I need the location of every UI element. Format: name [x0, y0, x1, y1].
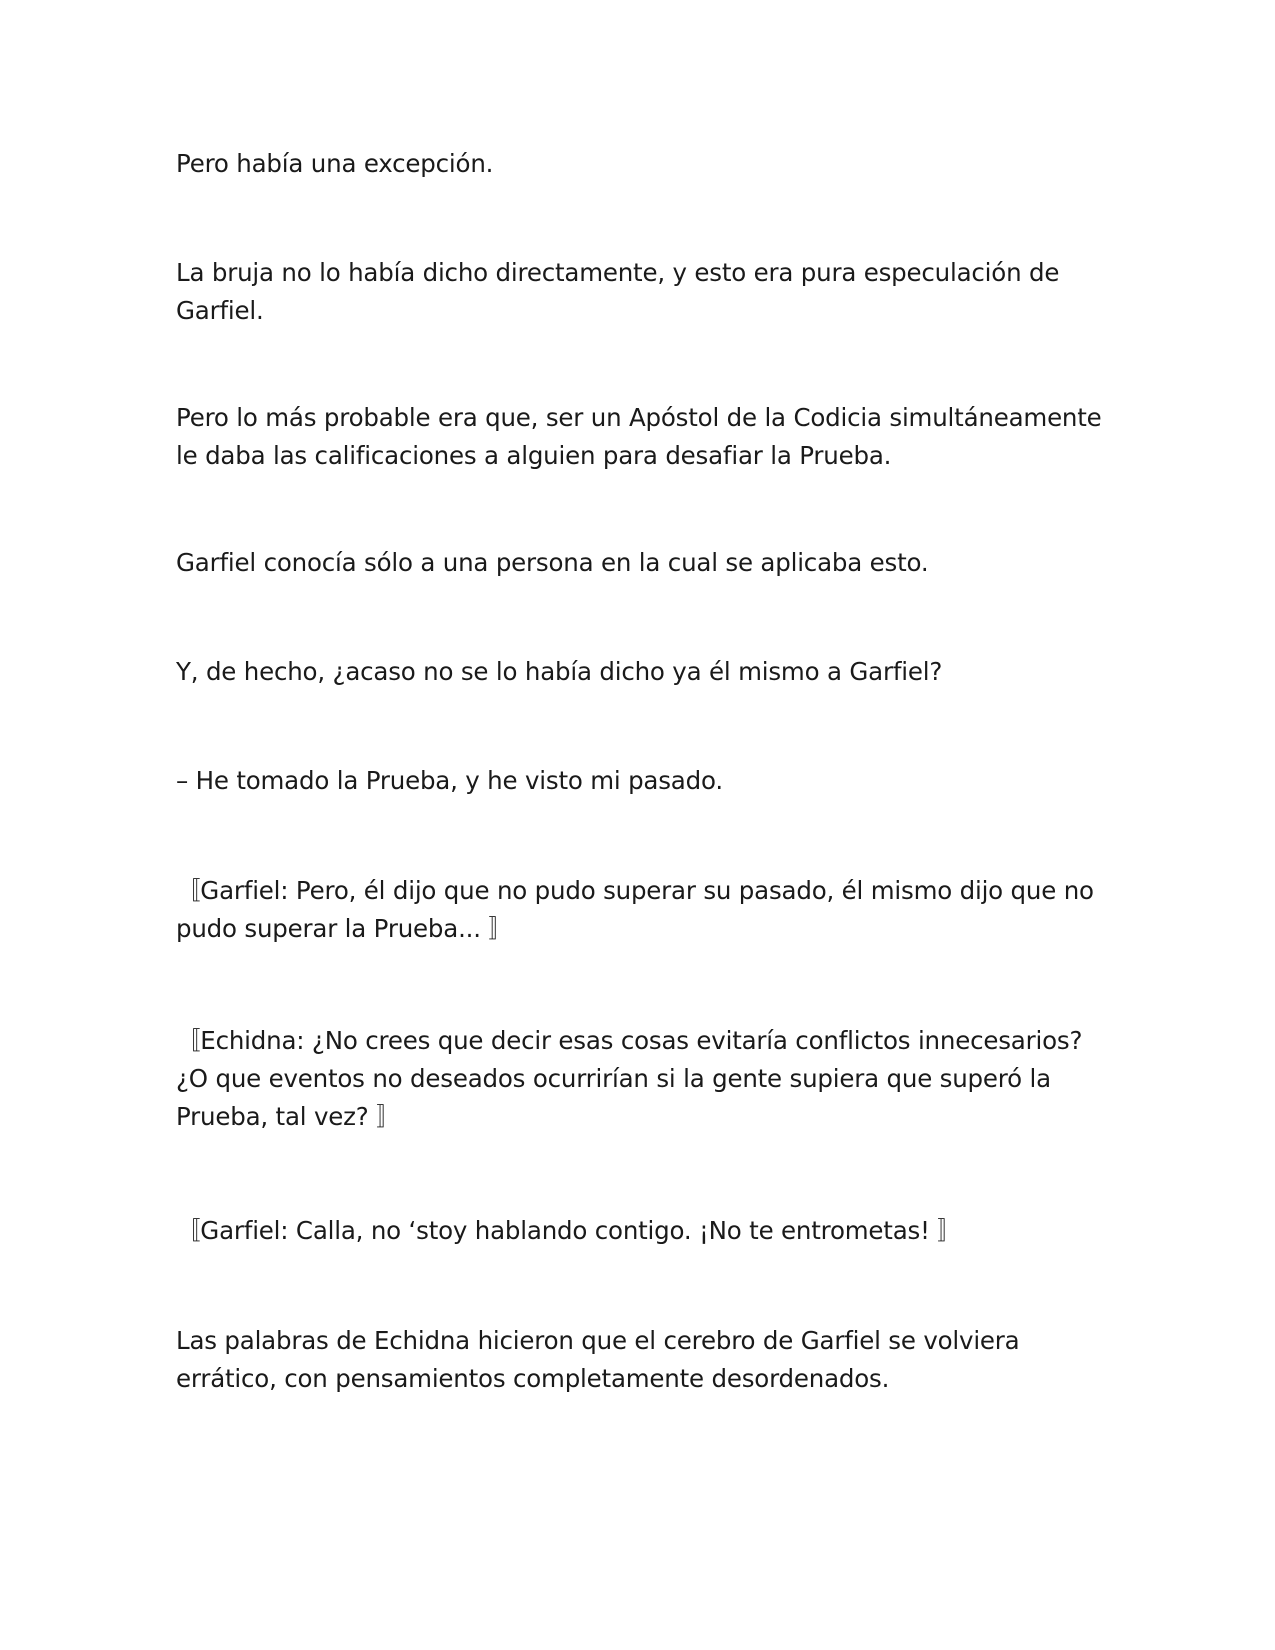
paragraph-1 — [176, 145, 1096, 183]
paragraph-line: Y, de hecho, ¿acaso no se lo había dicho ya él mismo a Garfiel? — [176, 657, 943, 686]
paragraph-line: – He tomado la Prueba, y he visto mi pasado. — [176, 766, 723, 795]
paragraph-10 — [176, 1322, 1096, 1398]
paragraph-line: 〚Garfiel: Calla, no ‘stoy hablando contigo. ¡No te entrometas! 〛 — [176, 1216, 962, 1245]
paragraph-line: La bruja no lo había dicho directamente, y esto era pura especulación de — [176, 258, 1060, 287]
paragraph-5 — [176, 653, 1096, 691]
paragraph-3 — [176, 399, 1102, 475]
paragraph-line: Prueba, tal vez? 〛 — [176, 1102, 401, 1131]
paragraph-line: ¿O que eventos no deseados ocurrirían si la gente supiera que superó la — [176, 1064, 1051, 1093]
paragraph-line: le daba las calificaciones a alguien para desafiar la Prueba. — [176, 441, 892, 470]
paragraph-7 — [176, 872, 1096, 948]
paragraph-8 — [176, 1022, 1096, 1136]
paragraph-4 — [176, 544, 1096, 582]
paragraph-line: Pero lo más probable era que, ser un Apóstol de la Codicia simultáneamente — [176, 403, 1102, 432]
paragraph-line: pudo superar la Prueba... 〛 — [176, 914, 513, 943]
paragraph-line: 〚Garfiel: Pero, él dijo que no pudo superar su pasado, él mismo dijo que no — [176, 876, 1094, 905]
paragraph-line: Las palabras de Echidna hicieron que el cerebro de Garfiel se volviera — [176, 1326, 1020, 1355]
paragraph-9 — [176, 1212, 1096, 1250]
paragraph-line: 〚Echidna: ¿No crees que decir esas cosas evitaría conflictos innecesarios? — [176, 1026, 1083, 1055]
paragraph-2 — [176, 254, 1096, 330]
paragraph-line: errático, con pensamientos completamente desordenados. — [176, 1364, 890, 1393]
paragraph-line: Garfiel. — [176, 296, 264, 325]
paragraph-line: Pero había una excepción. — [176, 149, 494, 178]
paragraph-line: Garfiel conocía sólo a una persona en la cual se aplicaba esto. — [176, 548, 929, 577]
paragraph-6 — [176, 762, 1096, 800]
